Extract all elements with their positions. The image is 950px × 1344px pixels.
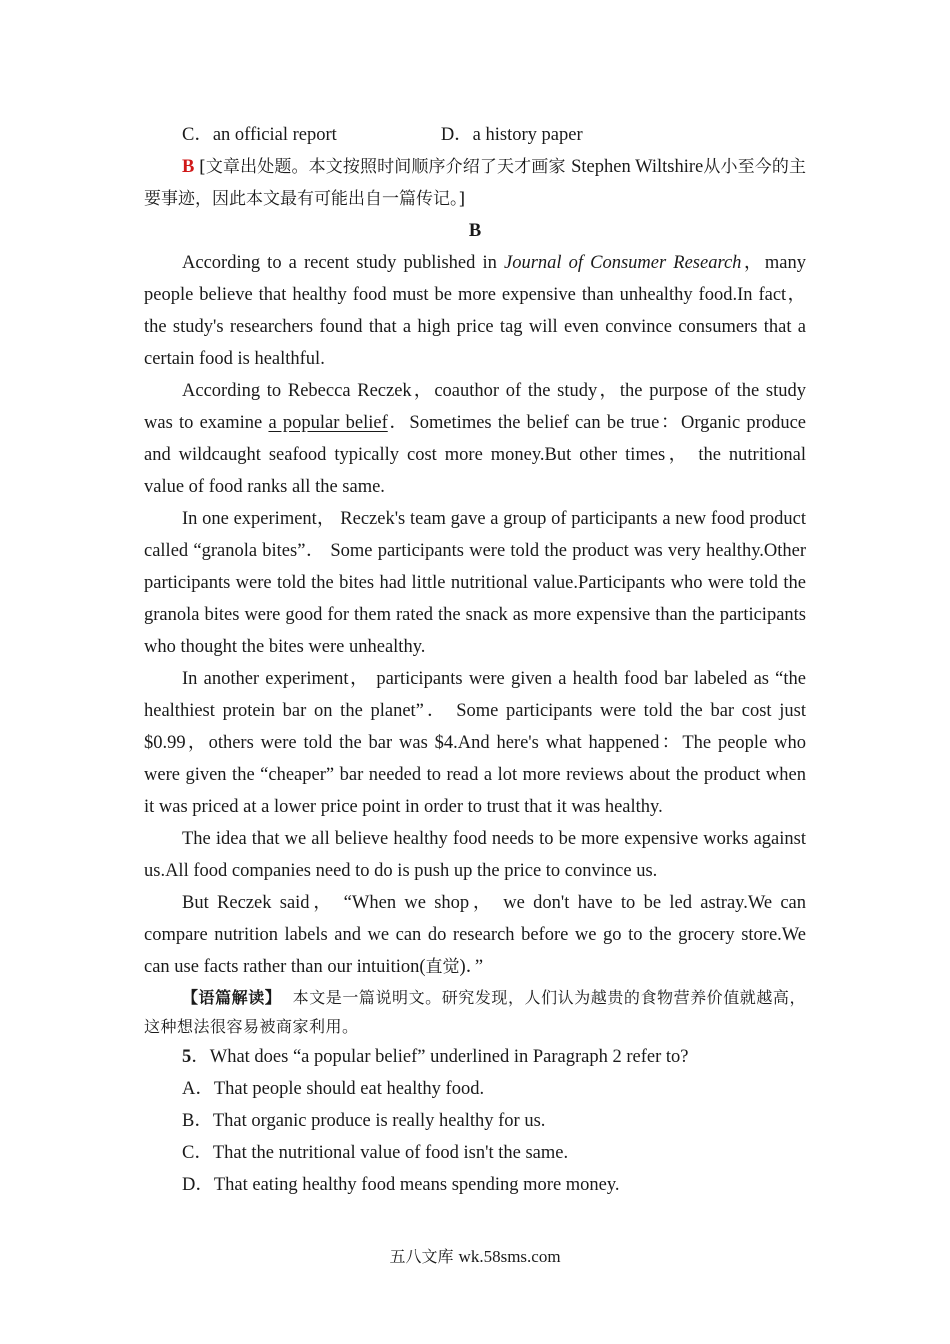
paragraph-5: The idea that we all believe healthy food needs to be more expensive works against us.All food companies need to do is push up the price to convince us.	[144, 829, 806, 881]
paragraph-6-cjk: 直觉	[425, 957, 460, 977]
paragraph-2	[144, 375, 806, 503]
option-d: D．a history paper	[440, 125, 583, 145]
paragraph-4: In another experiment， participants were given a health food bar labeled as “the healthiest protein bar on the planet”． Some participants were told the bar cost just $0.99，others were told the bar was $4.And here's what happened：The people who were given the “cheaper” bar needed to read a lot more reviews about the product when it was priced at a lower price point in order to trust that it was healthy.	[144, 669, 806, 817]
paragraph-2-text-b: ．Sometimes the belief can be true：Organic produce and wildcaught seafood typically cost more money.But other times， the nutritional value of food ranks all the same.	[144, 413, 806, 497]
analysis-label: 【语篇解读】	[182, 988, 282, 1007]
footer-domain: wk.58sms.com	[458, 1247, 561, 1266]
paragraph-1	[144, 247, 806, 375]
passage-heading: B	[468, 221, 482, 241]
document-body	[144, 119, 806, 1201]
answer-letter: B	[182, 157, 195, 177]
paragraph-1-text-a: According to a recent study published in	[182, 253, 504, 273]
previous-question-options	[144, 119, 806, 151]
journal-title: Journal of Consumer Research	[503, 253, 742, 273]
question-stem: ．What does “a popular belief” underlined in Paragraph 2 refer to?	[191, 1047, 689, 1067]
answer-explanation	[144, 151, 806, 215]
footer-site-name: 五八文库	[389, 1247, 454, 1266]
option-c: C．an official report	[182, 125, 337, 145]
answer-explanation-name: Stephen Wiltshire	[571, 157, 704, 177]
underlined-phrase: a popular belief	[268, 413, 388, 433]
question-5-option-a: A．That people should eat healthy food.	[182, 1079, 485, 1099]
paragraph-3: In one experiment， Reczek's team gave a group of participants a new food product called “granola bites”． Some participants were told the product was very healthy.Other participants were told the bites had little nutritional value.Participants who were told the granola bites were good for them rated the snack as more expensive than the participants who thought the bites were unhealthy.	[144, 509, 806, 657]
page-footer	[0, 1244, 950, 1267]
answer-explanation-suffix: 从小至今的主要事迹，因此本文最有可能出自一篇传记。]	[144, 157, 807, 209]
question-5-option-d: D．That eating healthy food means spending more money.	[182, 1175, 620, 1195]
question-5-option-b: B．That organic produce is really healthy for us.	[182, 1111, 546, 1131]
paragraph-6-text-b: )．”	[459, 957, 484, 977]
analysis-text: 本文是一篇说明文。研究发现，人们认为越贵的食物营养价值就越高，这种想法很容易被商家利用。	[144, 988, 806, 1036]
passage-analysis	[144, 983, 806, 1041]
paragraph-6-text-a: But Reczek said， “When we shop， we don't have to be led astray.We can compare nutrition labels and we can do research before we go to the grocery store.We can use facts rather than our intuition(	[144, 893, 806, 977]
paragraph-6	[144, 887, 806, 983]
question-number: 5	[182, 1047, 192, 1067]
question-5-option-c: C．That the nutritional value of food isn't the same.	[182, 1143, 569, 1163]
paragraph-2-text-a: According to Rebecca Reczek，coauthor of the study，the purpose of the study was to examine	[144, 381, 806, 433]
answer-explanation-prefix: [文章出处题。本文按照时间顺序介绍了天才画家	[199, 157, 572, 177]
question-5-stem	[144, 1041, 806, 1073]
paragraph-1-text-b: ，many people believe that healthy food must be more expensive than unhealthy food.In fact，the study's researchers found that a high price tag will even convince consumers that a certain food is healthful.	[144, 253, 806, 369]
